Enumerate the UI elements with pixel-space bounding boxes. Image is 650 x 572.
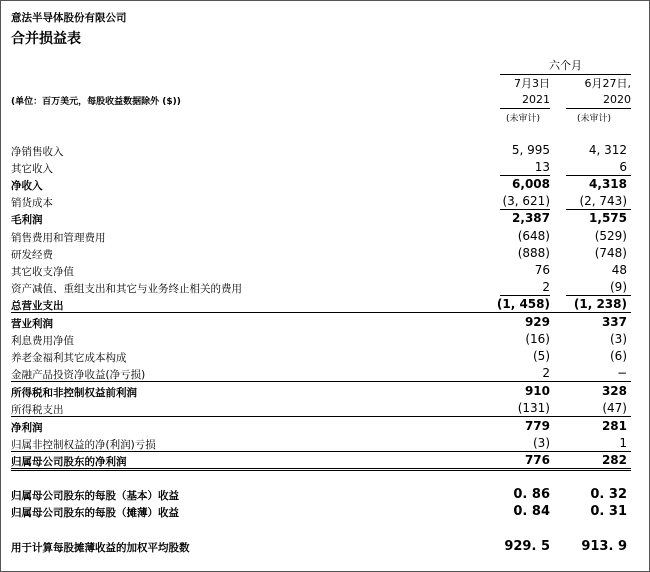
row-net-sales xyxy=(0,142,650,159)
row-impairment xyxy=(0,279,650,296)
value-2021: 929. 5 xyxy=(504,539,550,554)
value-2020: 6 xyxy=(619,160,627,174)
value-2021: (131) xyxy=(517,401,550,415)
row-label: 销货成本 xyxy=(11,197,53,209)
value-2021: 0. 86 xyxy=(513,487,550,502)
company-name: 意法半导体股份有限公司 xyxy=(11,12,127,24)
row-label: 销售费用和管理费用 xyxy=(11,232,106,244)
row-label: 所得税支出 xyxy=(11,404,64,416)
col1-year: 2021 xyxy=(522,93,550,106)
row-total-opex xyxy=(0,296,650,313)
section-rule xyxy=(11,312,631,313)
unit-note: (单位：百万美元，每股收益数据除外 ($)) xyxy=(11,97,181,107)
row-label: 养老金福利其它成本构成 xyxy=(11,352,127,364)
value-2020: (6) xyxy=(610,349,627,363)
row-label: 用于计算每股摊薄收益的加权平均股数 xyxy=(11,542,190,554)
value-2020: 337 xyxy=(601,315,627,329)
value-2021: 2 xyxy=(542,366,550,380)
value-2021: 76 xyxy=(534,263,550,277)
row-income-tax xyxy=(0,400,650,417)
row-label: 利息费用净值 xyxy=(11,335,74,347)
value-2021: (1, 458) xyxy=(496,297,550,311)
row-other-income xyxy=(0,262,650,279)
row-label: 资产减值、重组支出和其它与业务终止相关的费用 xyxy=(11,283,242,295)
row-label: 毛利润 xyxy=(11,214,43,226)
value-2021: (3, 621) xyxy=(502,194,550,208)
value-2020: 0. 32 xyxy=(590,487,627,502)
row-eps-diluted xyxy=(0,503,650,520)
row-net-revenues xyxy=(0,176,650,193)
row-net-income xyxy=(0,418,650,435)
row-label: 归属母公司股东的每股（摊薄）收益 xyxy=(11,507,179,519)
value-2020: 913. 9 xyxy=(581,539,627,554)
value-2021: 910 xyxy=(524,384,550,398)
value-2020: 4,318 xyxy=(589,177,627,191)
row-noncontrolling xyxy=(0,435,650,452)
row-label: 金融产品投资净收益(净亏损) xyxy=(11,369,146,381)
value-2020: 0. 31 xyxy=(590,504,627,519)
value-2020: (3) xyxy=(610,332,627,346)
double-rule xyxy=(11,468,631,471)
statement-title: 合并损益表 xyxy=(11,31,81,47)
row-label: 净销售收入 xyxy=(11,146,64,158)
row-gross-profit xyxy=(0,210,650,227)
row-label: 所得税和非控制权益前利润 xyxy=(11,387,137,399)
row-label: 净利润 xyxy=(11,422,43,434)
row-label: 归属非控制权益的净(利润)亏损 xyxy=(11,439,156,451)
value-2020: 281 xyxy=(601,419,627,433)
col1-audit-note: (未审计) xyxy=(506,114,541,124)
col2-audit-note: (未审计) xyxy=(577,114,612,124)
row-investment-gain xyxy=(0,365,650,382)
row-label: 其它收入 xyxy=(11,163,53,175)
value-2021: (648) xyxy=(517,229,550,243)
value-2020: (2, 743) xyxy=(579,194,627,208)
row-label: 其它收支净值 xyxy=(11,266,74,278)
value-2020: (9) xyxy=(610,280,627,294)
value-2021: 779 xyxy=(524,419,550,433)
col2-year: 2020 xyxy=(603,93,631,106)
value-2020: 328 xyxy=(601,384,627,398)
value-2021: 5, 995 xyxy=(511,143,550,157)
value-2021: (888) xyxy=(517,246,550,260)
row-cost-of-sales xyxy=(0,193,650,210)
row-pretax-income xyxy=(0,383,650,400)
value-2020: 48 xyxy=(611,263,627,277)
value-2021: 776 xyxy=(524,453,550,467)
row-label: 营业利润 xyxy=(11,318,53,330)
row-rnd xyxy=(0,245,650,262)
section-rule xyxy=(11,381,631,382)
row-net-income-parent xyxy=(0,452,650,469)
row-label: 归属母公司股东的净利润 xyxy=(11,456,127,468)
row-other-revenues xyxy=(0,159,650,176)
section-rule xyxy=(11,416,631,417)
value-2020: − xyxy=(616,366,627,380)
row-interest-expense xyxy=(0,331,650,348)
col2-date: 6月27日, xyxy=(584,77,631,90)
row-label: 归属母公司股东的每股（基本）收益 xyxy=(11,490,179,502)
row-sga xyxy=(0,228,650,245)
value-2021: (5) xyxy=(533,349,550,363)
value-2020: (748) xyxy=(594,246,627,260)
row-label: 净收入 xyxy=(11,180,43,192)
row-label: 研发经费 xyxy=(11,249,53,261)
value-2020: 282 xyxy=(601,453,627,467)
col2-header-rule xyxy=(566,108,631,109)
value-2020: (529) xyxy=(594,229,627,243)
value-2021: 929 xyxy=(524,315,550,329)
row-label: 总营业支出 xyxy=(11,300,64,312)
value-2021: 0. 84 xyxy=(513,504,550,519)
row-pension xyxy=(0,348,650,365)
value-2021: 2,387 xyxy=(512,211,550,225)
value-2021: (16) xyxy=(525,332,550,346)
row-operating-income xyxy=(0,314,650,331)
value-2021: 6,008 xyxy=(512,177,550,191)
value-2020: (1, 238) xyxy=(573,297,627,311)
value-2021: 2 xyxy=(542,280,550,294)
value-2020: (47) xyxy=(602,401,627,415)
col1-header-rule xyxy=(500,108,550,109)
row-weighted-shares xyxy=(0,538,650,555)
value-2020: 4, 312 xyxy=(588,143,627,157)
row-eps-basic xyxy=(0,486,650,503)
value-2020: 1,575 xyxy=(589,211,627,225)
period-header: 六个月 xyxy=(500,57,631,75)
value-2020: 1 xyxy=(619,436,627,450)
value-2021: (3) xyxy=(533,436,550,450)
col1-date: 7月3日 xyxy=(514,77,550,90)
value-2021: 13 xyxy=(534,160,550,174)
